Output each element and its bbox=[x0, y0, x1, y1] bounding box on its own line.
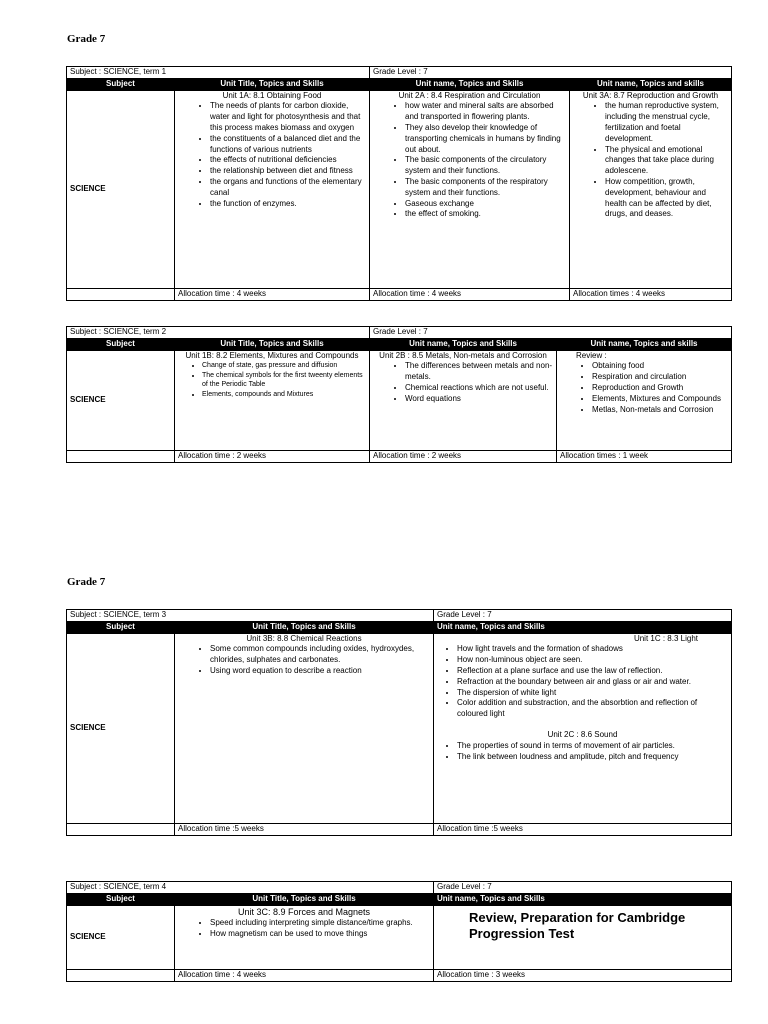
header-subject: Subject bbox=[67, 338, 175, 350]
unit-cell bbox=[175, 905, 434, 969]
topic-item: • The needs of plants for carbon dioxide, water and light for photosynthesis and that this process makes biomass and oxygen bbox=[210, 101, 366, 133]
topic-item: • The link between loudness and amplitude, pitch and frequency bbox=[457, 752, 728, 763]
empty-cell bbox=[67, 288, 175, 300]
header-unit-title: Unit Title, Topics and Skills bbox=[175, 338, 370, 350]
topic-item: • Respiration and circulation bbox=[592, 372, 728, 383]
subject-cell: SCIENCE bbox=[67, 905, 175, 969]
allocation-time: Allocation time : 2 weeks bbox=[370, 450, 557, 462]
header-subject: Subject bbox=[67, 621, 175, 633]
topic-item: • The chemical symbols for the first tweenty elements of the Periodic Table bbox=[202, 371, 366, 390]
topic-item: • The dispersion of white light bbox=[457, 688, 728, 699]
unit-cell bbox=[175, 350, 370, 450]
topic-item: • Elements, compounds and Mixtures bbox=[202, 390, 366, 399]
review-heading: Review, Preparation for Cambridge Progression Test bbox=[469, 909, 686, 942]
term-2-table bbox=[66, 326, 732, 463]
unit-cell bbox=[557, 350, 732, 450]
unit-cell bbox=[434, 905, 732, 969]
allocation-time: Allocation times : 4 weeks bbox=[570, 288, 732, 300]
topic-list bbox=[178, 918, 430, 940]
header-subject: Subject bbox=[67, 78, 175, 90]
topic-list bbox=[178, 644, 430, 676]
topic-list bbox=[437, 741, 728, 763]
subject-cell: SCIENCE bbox=[67, 90, 175, 288]
topic-list bbox=[560, 361, 728, 415]
topic-item: • Gaseous exchange bbox=[405, 199, 566, 210]
topic-item: • Word equations bbox=[405, 394, 553, 405]
topic-item: • Some common compounds including oxides, hydroxydes, chlorides, sulphates and carbonates. bbox=[210, 644, 430, 666]
header-unit-name: Unit name, Topics and skills bbox=[570, 78, 732, 90]
topic-item: • Metlas, Non-metals and Corrosion bbox=[592, 405, 728, 416]
header-unit-name: Unit name, Topics and Skills bbox=[370, 338, 557, 350]
grade-level: Grade Level : 7 bbox=[370, 327, 732, 339]
grade-title: Grade 7 bbox=[67, 576, 106, 588]
unit-cell bbox=[434, 633, 732, 823]
unit-cell bbox=[370, 350, 557, 450]
empty-cell bbox=[67, 823, 175, 835]
header-unit-title: Unit Title, Topics and Skills bbox=[175, 78, 370, 90]
header-subject: Subject bbox=[67, 893, 175, 905]
topic-item: • The basic components of the respiratory system and their functions. bbox=[405, 177, 566, 199]
topic-item: • the constituents of a balanced diet and the functions of various nutrients bbox=[210, 134, 366, 156]
unit-title: Unit 3A: 8.7 Reproduction and Growth bbox=[582, 90, 719, 100]
allocation-time: Allocation time : 2 weeks bbox=[175, 450, 370, 462]
topic-item: • Reproduction and Growth bbox=[592, 383, 728, 394]
topic-item: • How competition, growth, development, behaviour and health can be affected by diet, drugs, and deases. bbox=[605, 177, 728, 220]
allocation-time: Allocation time : 4 weeks bbox=[175, 969, 434, 981]
unit-title: Unit 3B: 8.8 Chemical Reactions bbox=[246, 633, 362, 643]
topic-item: • the human reproductive system, including the menstrual cycle, fertilization and foetal development. bbox=[605, 101, 728, 144]
topic-item: • Elements, Mixtures and Compounds bbox=[592, 394, 728, 405]
unit-title: Unit 1B: 8.2 Elements, Mixtures and Compounds bbox=[185, 350, 359, 360]
topic-item: • Speed including interpreting simple distance/time graphs. bbox=[210, 918, 430, 929]
header-unit-name: Unit name, Topics and Skills bbox=[370, 78, 570, 90]
allocation-time: Allocation times : 1 week bbox=[557, 450, 732, 462]
subject-cell: SCIENCE bbox=[67, 350, 175, 450]
term-label: Subject : SCIENCE, term 4 bbox=[67, 882, 434, 894]
topic-item: • Change of state, gas pressure and diffusion bbox=[202, 361, 366, 370]
empty-cell bbox=[67, 969, 175, 981]
topic-item: • the organs and functions of the elementary canal bbox=[210, 177, 366, 199]
topic-item: • The differences between metals and non-metals. bbox=[405, 361, 553, 383]
unit-title: Review : bbox=[576, 350, 607, 360]
topic-item: • Using word equation to describe a reaction bbox=[210, 666, 430, 677]
topic-item: • The properties of sound in terms of movement of air particles. bbox=[457, 741, 728, 752]
subject-cell: SCIENCE bbox=[67, 633, 175, 823]
topic-item: • Reflection at a plane surface and use the law of reflection. bbox=[457, 666, 728, 677]
unit-cell bbox=[175, 90, 370, 288]
topic-item: • the relationship between diet and fitness bbox=[210, 166, 366, 177]
topic-list bbox=[373, 101, 566, 220]
unit-title: Unit 2C : 8.6 Sound bbox=[547, 729, 618, 739]
allocation-time: Allocation time : 4 weeks bbox=[370, 288, 570, 300]
unit-cell bbox=[570, 90, 732, 288]
unit-title: Unit 2A : 8.4 Respiration and Circulation bbox=[398, 90, 541, 100]
topic-item: • the effects of nutritional deficiencies bbox=[210, 155, 366, 166]
allocation-time: Allocation time : 4 weeks bbox=[175, 288, 370, 300]
topic-list bbox=[437, 644, 728, 720]
topic-item: • How non-luminous object are seen. bbox=[457, 655, 728, 666]
topic-item: • Refraction at the boundary between air and glass or air and water. bbox=[457, 677, 728, 688]
topic-item: • How light travels and the formation of shadows bbox=[457, 644, 728, 655]
topic-list bbox=[178, 361, 366, 399]
unit-title: Unit 1C : 8.3 Light bbox=[633, 633, 698, 643]
allocation-time: Allocation time :5 weeks bbox=[434, 823, 732, 835]
allocation-time: Allocation time :5 weeks bbox=[175, 823, 434, 835]
header-unit-title: Unit Title, Topics and Skills bbox=[175, 621, 434, 633]
term-label: Subject : SCIENCE, term 2 bbox=[67, 327, 370, 339]
header-unit-name: Unit name, Topics and Skills bbox=[434, 621, 732, 633]
header-unit-title: Unit Title, Topics and Skills bbox=[175, 893, 434, 905]
topic-item: • the function of enzymes. bbox=[210, 199, 366, 210]
header-unit-name: Unit name, Topics and Skills bbox=[434, 893, 732, 905]
grade-level: Grade Level : 7 bbox=[434, 610, 732, 622]
term-3-table bbox=[66, 609, 732, 836]
term-label: Subject : SCIENCE, term 3 bbox=[67, 610, 434, 622]
term-1-table bbox=[66, 66, 732, 301]
topic-item: • the effect of smoking. bbox=[405, 209, 566, 220]
topic-item: • The physical and emotional changes that take place during adolescene. bbox=[605, 145, 728, 177]
topic-item: • The basic components of the circulatory system and their functions. bbox=[405, 155, 566, 177]
term-4-table bbox=[66, 881, 732, 982]
unit-cell bbox=[175, 633, 434, 823]
term-label: Subject : SCIENCE, term 1 bbox=[67, 67, 370, 79]
grade-level: Grade Level : 7 bbox=[370, 67, 732, 79]
topic-item: • They also develop their knowledge of transporting chemicals in humans by finding out about. bbox=[405, 123, 566, 155]
grade-title: Grade 7 bbox=[67, 33, 106, 45]
unit-title: Unit 3C: 8.9 Forces and Magnets bbox=[237, 906, 371, 917]
topic-list bbox=[573, 101, 728, 220]
topic-item: • Color addition and substraction, and the absorbtion and reflection of coloured light bbox=[457, 698, 728, 720]
topic-list bbox=[178, 101, 366, 209]
grade-level: Grade Level : 7 bbox=[434, 882, 732, 894]
topic-item: • how water and mineral salts are absorbed and transported in flowering plants. bbox=[405, 101, 566, 123]
allocation-time: Allocation time : 3 weeks bbox=[434, 969, 732, 981]
empty-cell bbox=[67, 450, 175, 462]
unit-cell bbox=[370, 90, 570, 288]
topic-item: • Obtaining food bbox=[592, 361, 728, 372]
unit-title: Unit 1A: 8.1 Obtaining Food bbox=[222, 90, 322, 100]
header-unit-name: Unit name, Topics and skills bbox=[557, 338, 732, 350]
topic-item: • How magnetism can be used to move things bbox=[210, 929, 430, 940]
unit-title: Unit 2B : 8.5 Metals, Non-metals and Corrosion bbox=[379, 350, 547, 360]
topic-item: • Chemical reactions which are not useful. bbox=[405, 383, 553, 394]
topic-list bbox=[373, 361, 553, 404]
